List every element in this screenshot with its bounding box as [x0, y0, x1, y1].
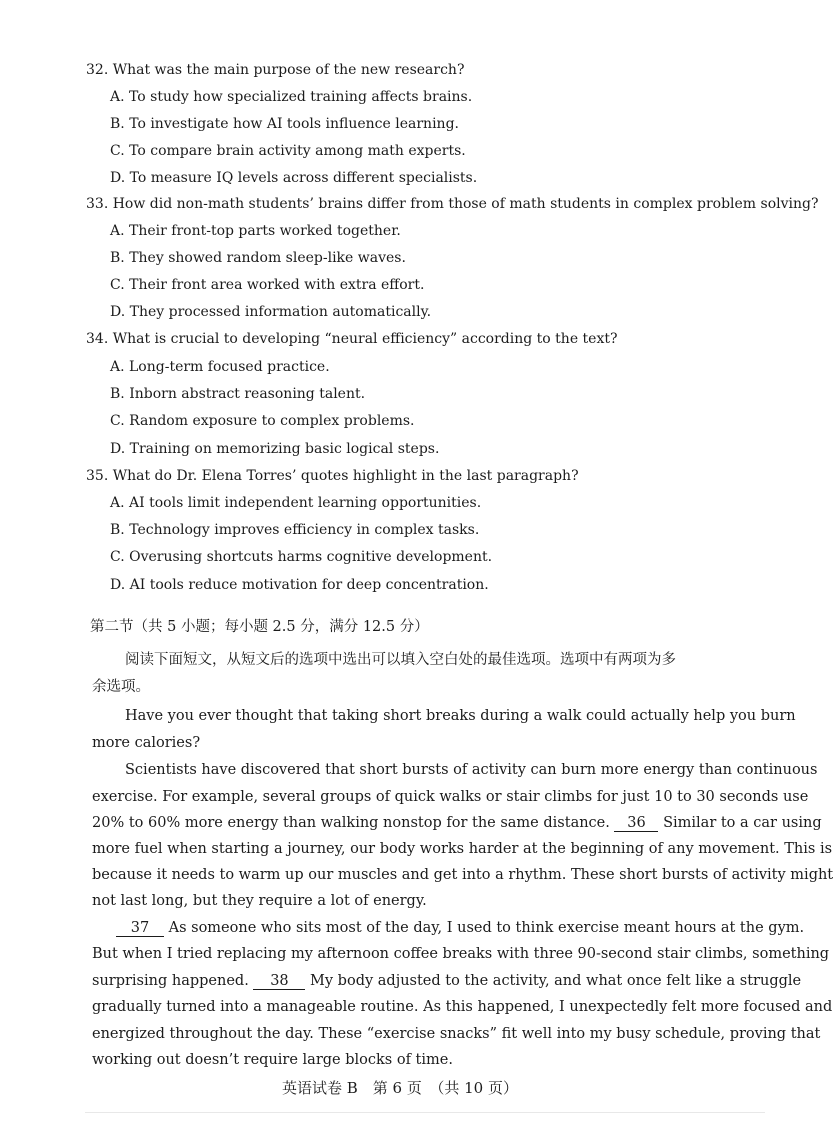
passage-p3-line2: But when I tried replacing my afternoon coffee breaks with three 90-second stair climbs, something: [92, 946, 830, 962]
question-32-option-d: D. To measure IQ levels across different specialists.: [110, 170, 478, 186]
passage-p3-line1-text: As someone who sits most of the day, I used to think exercise meant hours at the gym.: [168, 920, 805, 936]
page-footer: 英语试卷 B 第 6 页 （共 10 页）: [282, 1079, 518, 1097]
question-35-option-b: B. Technology improves efficiency in complex tasks.: [110, 522, 480, 538]
blank-38[interactable]: 38: [253, 974, 305, 990]
passage-p3-line3-text-b: My body adjusted to the activity, and what once felt like a struggle: [310, 973, 802, 989]
question-35-stem: 35. What do Dr. Elena Torres’ quotes highlight in the last paragraph?: [86, 468, 579, 484]
question-34-option-a: A. Long-term focused practice.: [110, 359, 330, 375]
blank-37[interactable]: 37: [116, 921, 164, 937]
section-instruction-line2: 余选项。: [92, 679, 150, 695]
passage-p3-line1: [116, 919, 804, 937]
question-33-option-c: C. Their front area worked with extra effort.: [110, 277, 425, 293]
question-34-option-d: D. Training on memorizing basic logical steps.: [110, 441, 440, 457]
question-32-option-b: B. To investigate how AI tools influence learning.: [110, 116, 459, 132]
passage-p3-line6: working out doesn’t require large blocks of time.: [92, 1052, 453, 1068]
passage-p3-line3-text-a: surprising happened.: [92, 973, 249, 989]
passage-p2-line6: not last long, but they require a lot of energy.: [92, 893, 427, 909]
question-32-option-a: A. To study how specialized training affects brains.: [110, 89, 473, 105]
passage-p1-line1: Have you ever thought that taking short breaks during a walk could actually help you burn: [125, 708, 796, 724]
question-32-stem: 32. What was the main purpose of the new research?: [86, 62, 465, 78]
question-35-option-d: D. AI tools reduce motivation for deep concentration.: [110, 577, 489, 593]
passage-p2-line3-text-a: 20% to 60% more energy than walking nonstop for the same distance.: [92, 815, 610, 831]
blank-36[interactable]: 36: [614, 816, 658, 832]
question-33-option-d: D. They processed information automatically.: [110, 304, 432, 320]
section-instruction-line1: 阅读下面短文，从短文后的选项中选出可以填入空白处的最佳选项。选项中有两项为多: [125, 652, 676, 668]
question-35-option-a: A. AI tools limit independent learning opportunities.: [110, 495, 482, 511]
question-33-option-a: A. Their front-top parts worked together.: [110, 223, 401, 239]
passage-p1-line2: more calories?: [92, 735, 201, 751]
passage-p2-line1: Scientists have discovered that short bursts of activity can burn more energy than continuous: [125, 762, 818, 778]
question-34-option-b: B. Inborn abstract reasoning talent.: [110, 386, 366, 402]
passage-p3-line4: gradually turned into a manageable routine. As this happened, I unexpectedly felt more focused and: [92, 999, 833, 1015]
footer-divider: [85, 1112, 765, 1113]
passage-p3-line5: energized throughout the day. These “exercise snacks” fit well into my busy schedule, proving that: [92, 1026, 821, 1042]
passage-p2-line3-text-b: Similar to a car using: [663, 815, 822, 831]
passage-p2-line4: more fuel when starting a journey, our body works harder at the beginning of any movement. This is: [92, 841, 833, 857]
passage-p2-line3: [92, 814, 822, 832]
section-title: 第二节（共 5 小题；每小题 2.5 分，满分 12.5 分）: [90, 619, 429, 635]
question-32-option-c: C. To compare brain activity among math experts.: [110, 143, 466, 159]
question-34-option-c: C. Random exposure to complex problems.: [110, 413, 415, 429]
passage-p3-line3: [92, 972, 801, 990]
passage-p2-line5: because it needs to warm up our muscles and get into a rhythm. These short bursts of activity might: [92, 867, 833, 883]
question-33-option-b: B. They showed random sleep-like waves.: [110, 250, 406, 266]
question-33-stem: 33. How did non-math students’ brains differ from those of math students in complex problem solving?: [86, 196, 819, 212]
question-35-option-c: C. Overusing shortcuts harms cognitive development.: [110, 549, 493, 565]
passage-p2-line2: exercise. For example, several groups of quick walks or stair climbs for just 10 to 30 seconds use: [92, 789, 809, 805]
question-34-stem: 34. What is crucial to developing “neural efficiency” according to the text?: [86, 331, 618, 347]
